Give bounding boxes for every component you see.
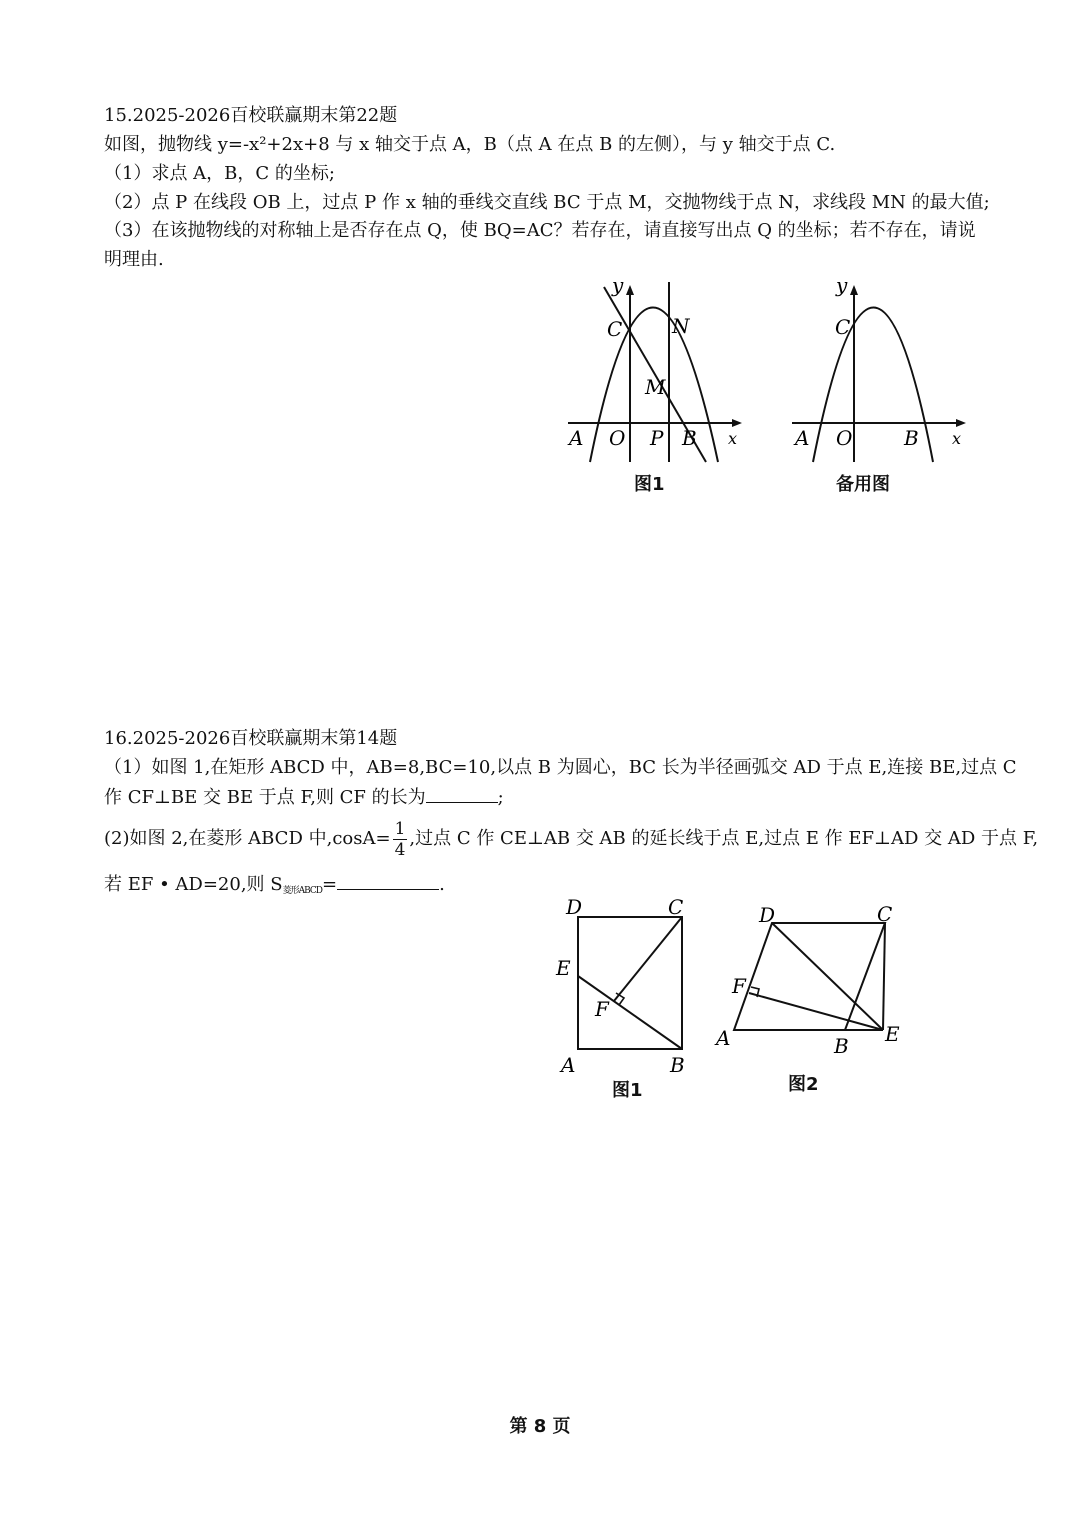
q16-answer-blank-2 <box>337 871 439 890</box>
q16-figure-1 <box>550 890 700 1080</box>
q16-part1-end: ; <box>497 787 504 808</box>
q15-f1-label-m: M <box>645 375 666 399</box>
q16-figure-2 <box>710 890 910 1060</box>
q16-f1-label-d: D <box>566 895 583 919</box>
q15-header: 15.2025-2026百校联赢期末第22题 <box>104 105 398 126</box>
q16-part1-line1: （1）如图 1,在矩形 ABCD 中，AB=8,BC=10,以点 B 为圆心，BC 长为半径画弧交 AD 于点 E,连接 BE,过点 C <box>104 757 1017 778</box>
q16-f1-label-c: C <box>668 895 684 919</box>
q16-f1-label-a: A <box>561 1053 576 1077</box>
q16-f2-label-d: D <box>759 903 776 927</box>
q15-part3-line1: （3）在该抛物线的对称轴上是否存在点 Q，使 BQ=AC？若存在，请直接写出点 Q 的坐标；若不存在，请说 <box>104 220 976 241</box>
q15-f2-label-o: O <box>836 426 853 450</box>
q15-f1-label-y: y <box>612 273 624 297</box>
q15-stem: 如图，抛物线 y=-x²+2x+8 与 x 轴交于点 A，B（点 A 在点 B 的左侧），与 y 轴交于点 C. <box>104 134 836 155</box>
page-number: 第 8 页 <box>509 1416 571 1437</box>
q16-f2-label-e: E <box>885 1022 900 1046</box>
q15-f2-label-b: B <box>904 426 919 450</box>
q15-part1: （1）求点 A，B，C 的坐标; <box>104 163 335 184</box>
q15-figure-spare <box>785 268 975 478</box>
q16-part2-eq: = <box>322 874 338 895</box>
q15-f1-label-n: N <box>672 314 690 338</box>
q16-f2-label-c: C <box>877 902 893 926</box>
q15-f2-label-y: y <box>836 273 848 297</box>
q15-f2-label-x: x <box>952 429 962 448</box>
q16-frac-num: 1 <box>394 818 406 839</box>
q15-figure-1 <box>560 268 760 478</box>
q15-fig2-caption: 备用图 <box>836 474 890 495</box>
q16-cos-fraction <box>393 819 408 860</box>
q15-f2-label-a: A <box>795 426 810 450</box>
q16-part1-line2 <box>104 784 504 810</box>
q16-part2-line2-pre: 若 EF • AD=20,则 S <box>104 874 283 895</box>
q16-f1-label-b: B <box>670 1053 685 1077</box>
q16-fig2-caption: 图2 <box>788 1074 819 1095</box>
q15-part3-line2: 明理由. <box>104 249 164 270</box>
q16-frac-den: 4 <box>394 839 406 860</box>
q15-f1-label-o: O <box>609 426 626 450</box>
q15-f1-label-c: C <box>607 317 623 341</box>
q15-f1-label-b: B <box>682 426 697 450</box>
q16-part2-pre: (2)如图 2,在菱形 ABCD 中,cosA= <box>104 828 391 849</box>
q16-f1-label-f: F <box>595 997 609 1021</box>
q16-f1-label-e: E <box>556 956 571 980</box>
q16-f2-label-b: B <box>834 1034 849 1058</box>
q16-header: 16.2025-2026百校联赢期末第14题 <box>104 728 398 749</box>
q16-f2-label-a: A <box>716 1026 731 1050</box>
q16-f2-label-f: F <box>732 974 746 998</box>
q16-part2-line1 <box>104 818 1038 860</box>
q15-f1-label-x: x <box>728 429 738 448</box>
q15-f2-label-c: C <box>835 315 851 339</box>
q15-fig1-caption: 图1 <box>634 474 665 495</box>
q16-area-subscript: 菱形ABCD <box>282 886 322 896</box>
q16-part2-line2 <box>104 871 445 903</box>
q15-f1-label-a: A <box>569 426 584 450</box>
q15-part2: （2）点 P 在线段 OB 上，过点 P 作 x 轴的垂线交直线 BC 于点 M，交抛物线于点 N，求线段 MN 的最大值; <box>104 192 990 213</box>
q16-part1-line2-text: 作 CF⊥BE 交 BE 于点 F,则 CF 的长为 <box>104 787 426 808</box>
q16-part2-end: . <box>439 874 445 895</box>
q16-part2-post: ,过点 C 作 CE⊥AB 交 AB 的延长线于点 E,过点 E 作 EF⊥AD 交 AD 于点 F, <box>409 828 1039 849</box>
q16-fig1-caption: 图1 <box>612 1080 643 1101</box>
q15-f1-label-p: P <box>650 426 664 450</box>
q16-answer-blank-1 <box>426 784 498 803</box>
